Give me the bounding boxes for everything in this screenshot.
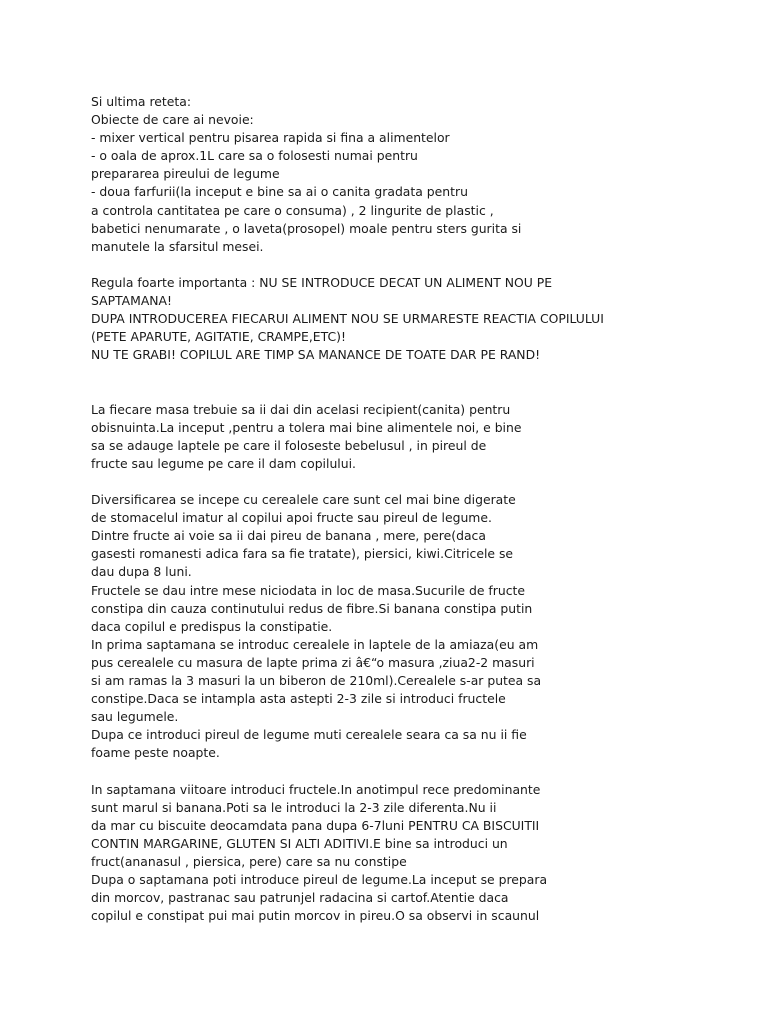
text-line: copilul e constipat pui mai putin morcov in pireu.O sa observi in scaunul (91, 908, 540, 924)
text-line: sau legumele. (91, 709, 179, 725)
text-line: dau dupa 8 luni. (91, 564, 192, 580)
text-line: sa se adauge laptele pe care il foloseste bebelusul , in pireul de (91, 437, 487, 453)
text-line: NU TE GRABI! COPILUL ARE TIMP SA MANANCE DE TOATE DAR PE RAND! (91, 347, 541, 363)
text-line: pus cerealele cu masura de lapte prima zi â€“o masura ,ziua2-2 masuri (91, 654, 535, 670)
text-line: In prima saptamana se introduc cerealele in laptele de la amiaza(eu am (91, 636, 539, 652)
text-line: si am ramas la 3 masuri la un biberon de 210ml).Cerealele s-ar putea sa (91, 673, 542, 688)
paragraph-supplies (91, 93, 741, 256)
text-line: Diversificarea se incepe cu cerealele care sunt cel mai bine digerate (91, 492, 516, 508)
text-line: DUPA INTRODUCEREA FIECARUI ALIMENT NOU SE URMARESTE REACTIA COPILULUI (91, 311, 604, 327)
paragraph-important-rule (91, 274, 741, 364)
text-line: Fructele se dau intre mese niciodata in loc de masa.Sucurile de fructe (91, 582, 526, 598)
text-line: sunt marul si banana.Poti sa le introduci la 2-3 zile diferenta.Nu ii (91, 799, 497, 815)
text-line: din morcov, pastranac sau patrunjel radacina si cartof.Atentie daca (91, 890, 509, 906)
paragraph-spacer (91, 364, 741, 400)
text-line: - mixer vertical pentru pisarea rapida si fina a alimentelor (91, 130, 450, 146)
paragraph-same-recipient (91, 401, 741, 473)
text-line: foame peste noapte. (91, 745, 220, 761)
text-line: Si ultima reteta: (91, 94, 191, 109)
paragraph-spacer (91, 762, 741, 780)
text-line: fruct(ananasul , piersica, pere) care sa nu constipe (91, 853, 407, 869)
text-line: Dupa ce introduci pireul de legume muti cerealele seara ca sa nu ii fie (91, 727, 527, 743)
paragraph-next-week (91, 781, 741, 926)
paragraph-diversification (91, 491, 741, 762)
text-line: manutele la sfarsitul mesei. (91, 238, 264, 254)
text-line: obisnuinta.La inceput ,pentru a tolera mai bine alimentele noi, e bine (91, 419, 522, 435)
text-line: gasesti romanesti adica fara sa fie tratate), piersici, kiwi.Citricele se (91, 546, 514, 562)
text-line: CONTIN MARGARINE, GLUTEN SI ALTI ADITIVI.E bine sa introduci un (91, 835, 508, 851)
text-line: constipa din cauza continutului redus de fibre.Si banana constipa putin (91, 600, 533, 616)
text-line: prepararea pireului de legume (91, 166, 280, 182)
paragraph-spacer (91, 256, 741, 274)
text-line: constipe.Daca se intampla asta astepti 2-3 zile si introduci fructele (91, 691, 506, 707)
text-line: La fiecare masa trebuie sa ii dai din acelasi recipient(canita) pentru (91, 401, 511, 417)
text-line: Obiecte de care ai nevoie: (91, 112, 254, 128)
text-line: fructe sau legume pe care il dam copilului. (91, 455, 356, 471)
text-line: daca copilul e predispus la constipatie. (91, 618, 333, 634)
text-line: de stomacelul imatur al copilui apoi fructe sau pireul de legume. (91, 510, 492, 526)
text-line: - o oala de aprox.1L care sa o folosesti numai pentru (91, 148, 418, 164)
text-line: babetici nenumarate , o laveta(prosopel) moale pentru sters gurita si (91, 220, 522, 236)
text-line: Regula foarte importanta : NU SE INTRODUCE DECAT UN ALIMENT NOU PE (91, 274, 553, 290)
text-line: (PETE APARUTE, AGITATIE, CRAMPE,ETC)! (91, 329, 346, 345)
text-line: da mar cu biscuite deocamdata pana dupa 6-7luni PENTRU CA BISCUITII (91, 817, 540, 833)
paragraph-spacer (91, 473, 741, 491)
text-line: Dintre fructe ai voie sa ii dai pireu de banana , mere, pere(daca (91, 528, 486, 544)
text-line: In saptamana viitoare introduci fructele.In anotimpul rece predominante (91, 781, 541, 797)
text-line: - doua farfurii(la inceput e bine sa ai o canita gradata pentru (91, 184, 468, 200)
text-line: SAPTAMANA! (91, 293, 173, 309)
text-line: a controla cantitatea pe care o consuma) , 2 lingurite de plastic , (91, 202, 494, 218)
text-line: Dupa o saptamana poti introduce pireul de legume.La inceput se prepara (91, 872, 548, 888)
document-body (91, 93, 741, 925)
